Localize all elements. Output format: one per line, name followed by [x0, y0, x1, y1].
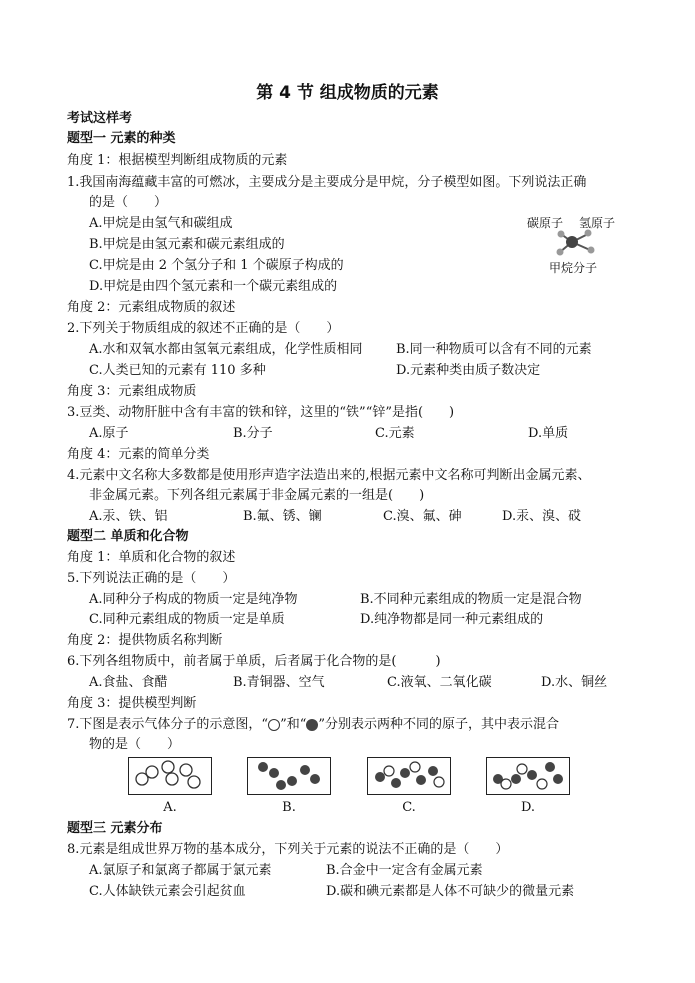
- q2-option-b: B.同一种物质可以含有不同的元素: [396, 342, 592, 357]
- angle-heading-1: 角度 1：根据模型判断组成物质的元素: [67, 153, 288, 168]
- q7-stem-part3: ”分别表示两种不同的原子，其中表示混合: [318, 717, 560, 732]
- carbon-atom-label: 碳原子: [527, 216, 564, 230]
- filled-atom: [553, 774, 563, 784]
- open-atom: [166, 773, 178, 785]
- page-title: 第 4 节 组成物质的元素: [256, 83, 439, 103]
- q1-option-a: A.甲烷是由氢气和碳组成: [89, 216, 233, 231]
- q2-stem: 2.下列关于物质组成的叙述不正确的是（ ）: [67, 321, 340, 336]
- open-atom: [162, 761, 174, 773]
- filled-atom: [545, 762, 555, 772]
- q8-option-b: B.合金中一定含有金属元素: [326, 863, 483, 878]
- q5-option-a: A.同种分子构成的物质一定是纯净物: [89, 592, 298, 607]
- q8-option-a: A.氯原子和氯离子都属于氯元素: [89, 863, 272, 878]
- section-heading-1: 题型一 元素的种类: [67, 131, 176, 146]
- q4-option-d: D.汞、溴、砹: [502, 509, 582, 524]
- hydrogen-atom: [557, 249, 564, 256]
- exam-label: 考试这样考: [67, 111, 133, 126]
- angle-heading-6: 角度 2：提供物质名称判断: [67, 633, 223, 648]
- q8-option-d: D.碳和碘元素都是人体不可缺少的微量元素: [326, 884, 575, 899]
- section-heading-2: 题型二 单质和化合物: [67, 529, 189, 544]
- q4-stem-line2: 非金属元素。下列各组元素属于非金属元素的一组是( ): [89, 488, 425, 503]
- open-circle-atom-icon: [268, 719, 280, 731]
- q4-option-c: C.溴、氟、砷: [383, 509, 462, 524]
- hydrogen-atom: [588, 247, 595, 254]
- q7-box-a: [128, 757, 212, 795]
- angle-heading-7: 角度 3：提供模型判断: [67, 696, 197, 711]
- open-atom: [146, 766, 158, 778]
- filled-atom: [258, 762, 268, 772]
- filled-atom: [375, 772, 385, 782]
- methane-molecule-model: [548, 228, 608, 260]
- filled-atom: [511, 774, 521, 784]
- filled-atom: [400, 768, 410, 778]
- q3-stem: 3.豆类、动物肝脏中含有丰富的铁和锌，这里的“铁”“锌”是指( ): [67, 405, 455, 420]
- carbon-atom: [566, 236, 578, 248]
- q1-option-c: C.甲烷是由 2 个氢分子和 1 个碳原子构成的: [89, 258, 344, 273]
- angle-heading-3: 角度 3：元素组成物质: [67, 384, 197, 399]
- q6-option-d: D.水、铜丝: [541, 675, 608, 690]
- q7-label-d: D.: [520, 800, 536, 815]
- open-atom: [188, 776, 200, 788]
- filled-atom: [276, 780, 286, 790]
- q7-box-b: [247, 757, 331, 795]
- filled-atom: [269, 768, 279, 778]
- q4-option-b: B.氟、锈、镧: [243, 509, 322, 524]
- q6-option-c: C.液氧、二氧化碳: [387, 675, 492, 690]
- q1-option-d: D.甲烷是由四个氢元素和一个碳元素组成的: [89, 279, 338, 294]
- angle-heading-4: 角度 4：元素的简单分类: [67, 447, 210, 462]
- open-atom: [434, 777, 444, 787]
- filled-atom: [300, 765, 310, 775]
- q5-option-c: C.同种元素组成的物质一定是单质: [89, 612, 285, 627]
- filled-circle-atom-icon: [306, 719, 318, 731]
- q7-label-b: B.: [282, 800, 296, 815]
- q7-box-d: [486, 757, 570, 795]
- q7-stem-part2: ”和“: [280, 717, 307, 732]
- q4-stem-line1: 4.元素中文名称大多数都是使用形声造字法造出来的,根据元素中文名称可判断出金属元素、: [67, 468, 591, 483]
- q1-stem-line1: 1.我国南海蕴藏丰富的可燃冰，主要成分是主要成分是甲烷，分子模型如图。下列说法正确: [67, 175, 587, 190]
- q3-option-c: C.元素: [375, 426, 415, 441]
- q6-option-b: B.青铜器、空气: [233, 675, 325, 690]
- q5-option-b: B.不同种元素组成的物质一定是混合物: [360, 592, 582, 607]
- section-heading-3: 题型三 元素分布: [67, 821, 163, 836]
- q3-option-a: A.原子: [89, 426, 129, 441]
- open-atom: [501, 779, 511, 789]
- q3-option-b: B.分子: [233, 426, 273, 441]
- q1-stem-line2: 的是（ ）: [89, 195, 168, 210]
- angle-heading-2: 角度 2：元素组成物质的叙述: [67, 300, 236, 315]
- open-atom: [384, 766, 394, 776]
- open-atom: [410, 762, 420, 772]
- q1-option-b: B.甲烷是由氢元素和碳元素组成的: [89, 237, 285, 252]
- q6-stem: 6.下列各组物质中，前者属于单质，后者属于化合物的是( ): [67, 654, 441, 669]
- q2-option-c: C.人类已知的元素有 110 多种: [89, 363, 266, 378]
- filled-atom: [310, 774, 320, 784]
- q4-option-a: A.汞、铁、铝: [89, 509, 168, 524]
- open-atom: [517, 764, 527, 774]
- q7-stem-line2: 物的是（ ）: [89, 737, 181, 752]
- q7-stem-part1: 7.下图是表示气体分子的示意图，“: [67, 717, 269, 732]
- methane-molecule-label: 甲烷分子: [549, 261, 598, 275]
- q7-box-c: [367, 757, 451, 795]
- filled-atom: [391, 778, 401, 788]
- open-atom: [537, 779, 547, 789]
- q2-option-a: A.水和双氧水都由氢氧元素组成，化学性质相同: [89, 342, 363, 357]
- q7-label-a: A.: [163, 800, 177, 815]
- q8-stem: 8.元素是组成世界万物的基本成分，下列关于元素的说法不正确的是（ ）: [67, 842, 509, 857]
- q3-option-d: D.单质: [528, 426, 569, 441]
- q5-stem: 5.下列说法正确的是（ ）: [67, 571, 236, 586]
- hydrogen-atom: [585, 230, 592, 237]
- q5-option-d: D.纯净物都是同一种元素组成的: [360, 612, 544, 627]
- q6-option-a: A.食盐、食醋: [89, 675, 168, 690]
- q8-option-c: C.人体缺铁元素会引起贫血: [89, 884, 246, 899]
- hydrogen-atom: [558, 231, 565, 238]
- open-atom: [180, 764, 192, 776]
- angle-heading-5: 角度 1：单质和化合物的叙述: [67, 550, 236, 565]
- filled-atom: [416, 775, 426, 785]
- q7-stem-line1: [67, 716, 559, 734]
- q2-option-d: D.元素种类由质子数决定: [396, 363, 541, 378]
- filled-atom: [287, 776, 297, 786]
- filled-atom: [428, 766, 438, 776]
- filled-atom: [527, 770, 537, 780]
- hydrogen-atom-label: 氢原子: [579, 216, 616, 230]
- q7-label-c: C.: [402, 800, 416, 815]
